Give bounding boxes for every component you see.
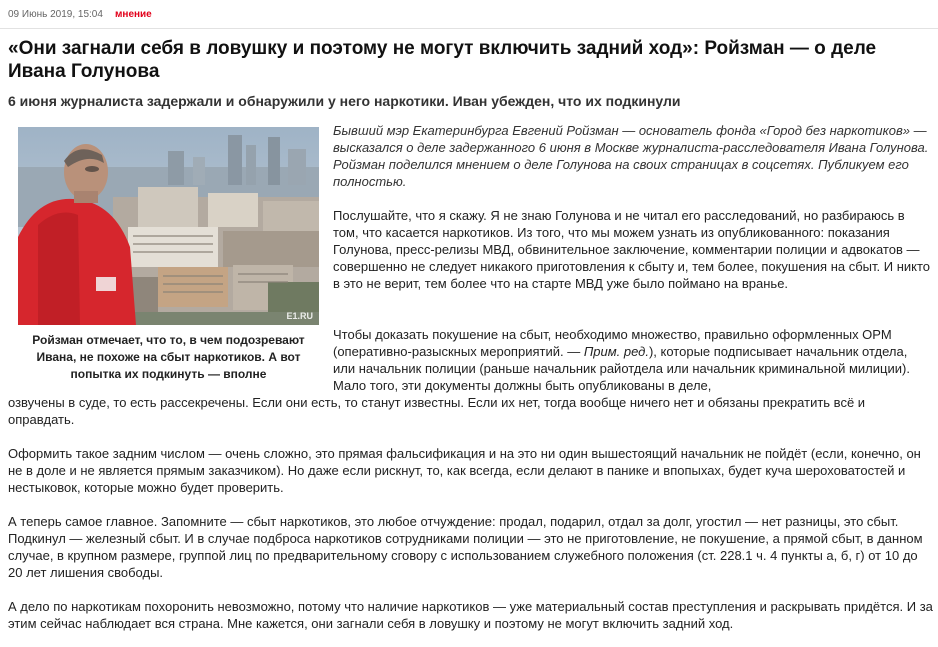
article-photo[interactable] xyxy=(18,127,319,325)
paragraph-2-continued: озвучены в суде, то есть рассекречены. Если они есть, то станут известны. Если их нет, тогда вообще ничего нет и обязаны прекратить всё и оправдать. xyxy=(8,395,866,427)
paragraph-2-text-b: ), которые подписывает начальник отдела, или начальник полиции (раньше начальник райотдела или начальник криминальной милиции). Мало того, эти документы должны быть опубликованы в деле, xyxy=(333,344,910,393)
paragraph-5: А дело по наркотикам похоронить невозможно, потому что наличие наркотиков — уже материальный состав преступления и раскрывать придётся. И за этим сейчас наблюдает вся страна. Мне кажется, они загнали себя в ловушку и поэтому не могут включить задний ход. xyxy=(8,599,933,631)
article-meta-bar xyxy=(0,0,938,29)
rubric-link[interactable]: мнение xyxy=(115,9,152,20)
paragraph-1: Послушайте, что я скажу. Я не знаю Голунова и не читал его расследований, но разбираюсь в том, что касается наркотиков. Из того, что мы можем узнать из опубликованного: показания Голунова, пресс-релизы МВД, обвинительное заключение, комментарии полиции и адвокатов — совершенно не следует никакого приготовления к сбыту и, тем более, покушения на сбыт. И никто в это не верит, тем более что на старте МВД уже было поймано на вранье. xyxy=(333,208,931,291)
article-title: «Они загнали себя в ловушку и поэтому не могут включить задний ход»: Ройзман — о деле Ивана Голунова xyxy=(8,38,877,82)
editor-note: Прим. ред. xyxy=(583,344,649,359)
article-lead: 6 июня журналиста задержали и обнаружили у него наркотики. Иван убежден, что их подкинули xyxy=(8,93,681,109)
publish-date: 09 Июнь 2019, 15:04 xyxy=(8,9,103,20)
paragraph-2-text-a: Чтобы доказать покушение на сбыт, необходимо множество, правильно оформленных ОРМ (оперативно-разыскных мероприятий. — xyxy=(333,327,892,359)
roizman-city-photo xyxy=(18,127,319,325)
paragraph-3: Оформить такое задним числом — очень сложно, это прямая фальсификация и на это ни один вышестоящий начальник не пойдёт (если, конечно, он не в доле и не является прямым заказчиком). Но даже если рискнут, то, как всегда, если делают в панике и впопыхах, будет куча шероховатостей и нестыковок, которые можно будет проверить. xyxy=(8,446,921,495)
paragraph-4: А теперь самое главное. Запомните — сбыт наркотиков, это любое отчуждение: продал, подарил, отдал за долг, угостил — нет разницы, это сбыт. Подкинул — железный сбыт. И в случае подброса наркотиков сотрудниками полиции — это не приготовление, не покушение, а прямой сбыт, в данном случае, в крупном размере, группой лиц по предварительному сговору с использованием служебного положения (ст. 228.1 ч. 4 пункты а, б, г) от 10 до 20 лет лишения свободы. xyxy=(8,514,923,580)
article-intro: Бывший мэр Екатеринбурга Евгений Ройзман — основатель фонда «Город без наркотиков» — высказался о деле задержанного 6 июня в Москве журналиста-расследователя Ивана Голунова. Ройзман поделился мнением о деле Голунова на своих страницах в соцсетях. Публикуем его полностью. xyxy=(333,123,929,189)
paragraph-2 xyxy=(333,326,933,394)
e1-logo: E1.RU xyxy=(286,311,313,321)
article-figure xyxy=(18,127,319,383)
photo-caption: Ройзман отмечает, что то, в чем подозревают Ивана, не похоже на сбыт наркотиков. А вот попытка их подкинуть — вполне xyxy=(32,333,305,381)
